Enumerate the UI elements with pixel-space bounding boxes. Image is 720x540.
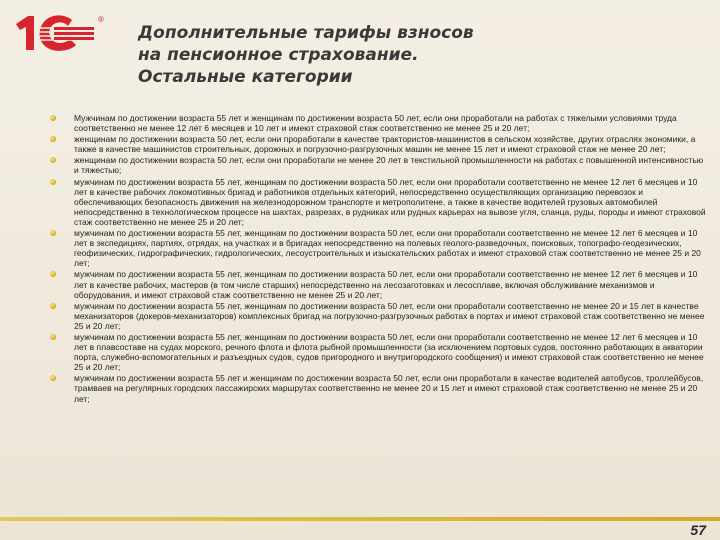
list-item (50, 373, 710, 403)
list-item-text: мужчинам по достижении возраста 55 лет и женщинам по достижении возраста 50 лет, если они проработали в качестве водителей автобусов, троллейбусов, трамваев на регулярных городских пассажирских маршрутах соответственно не менее 20 и 15 лет и имеют страховой стаж соответственно не менее 25 и 20 лет; (74, 373, 704, 404)
bullet-dot-icon (50, 136, 56, 142)
page-number: 57 (690, 522, 706, 538)
list-item (50, 228, 710, 268)
bullet-dot-icon (50, 334, 56, 340)
list-item-text: мужчинам по достижении возраста 55 лет, женщинам по достижении возраста 50 лет, если они проработали соответственно не менее 12 лет 6 месяцев и 10 лет в плавсоставе на судах морского, речного флота и флота рыбной промышленности (за исключением портовых судов, постоянно работающих в акватории порта, служебно-вспомогательных и разъездных судов, судов пригородного и внутригородского сообщения) и имеют страховой стаж соответственно не менее 25 и 20 лет; (74, 331, 704, 373)
list-item-text: женщинам по достижении возраста 50 лет, если они проработали в качестве трактористов-машинистов в сельском хозяйстве, других отраслях экономики, а также в качестве машинистов строительных, дорожных и погрузочно-разгрузочных машин не менее 15 лет и имеют страховой стаж не менее 20 лет; (74, 134, 696, 155)
slide-title (138, 22, 558, 88)
list-item-text: мужчинам по достижении возраста 55 лет, женщинам по достижении возраста 50 лет, если они проработали соответственно не менее 12 лет 6 месяцев и 10 лет в качестве рабочих, мастеров (в том числе старших) непосредственно на лесозаготовках и лесосплаве, включая обслуживание механизмов и оборудования, и имеют страховой стаж соответственно не менее 25 и 20 лет; (74, 269, 698, 300)
bullet-dot-icon (50, 157, 56, 163)
list-item (50, 155, 710, 175)
list-item (50, 301, 710, 331)
bullet-dot-icon (50, 179, 56, 185)
bullet-dot-icon (50, 303, 56, 309)
footer-bar (0, 517, 720, 521)
list-item-text: Мужчинам по достижении возраста 55 лет и женщинам по достижении возраста 50 лет, если они проработали на работах с тяжелыми условиями труда соответственно не менее 12 лет 6 месяцев и 10 лет и имеют страховой стаж соответственно не менее 25 и 20 лет; (74, 113, 677, 134)
logo-registered-mark: ® (98, 15, 104, 24)
category-list (50, 113, 710, 405)
list-item (50, 177, 710, 227)
list-item (50, 113, 710, 133)
title-line-3: Остальные категории (138, 67, 353, 87)
list-item-text: мужчинам по достижении возраста 55 лет, женщинам по достижении возраста 50 лет, если они проработали соответственно не менее 20 и 15 лет в качестве механизаторов (докеров-механизаторов) комплексных бригад на погрузочно-разгрузочных работах в портах и имеют страховой стаж соответственно не менее 25 и 20 лет; (74, 300, 705, 331)
bullet-dot-icon (50, 115, 56, 121)
list-item-text: мужчинам по достижении возраста 55 лет, женщинам по достижении возраста 50 лет, если они проработали соответственно не менее 12 лет 6 месяцев и 10 лет в качестве рабочих локомотивных бригад и работников отдельных категорий, непосредственно осуществляющих организацию перевозок и обеспечивающих безопасность движения на железнодорожном транспорте и метрополитене, а также в качестве водителей грузовых автомобилей непосредственно в технологическом процессе на шахтах, разрезах, в рудниках или рудных карьерах на вывозе угля, сланца, руды, породы и имеют страховой стаж соответственно не менее 25 и 20 лет; (74, 176, 706, 227)
list-item-text: мужчинам по достижении возраста 55 лет, женщинам по достижении возраста 50 лет, если они проработали соответственно не менее 12 лет 6 месяцев и 10 лет в экспедициях, партиях, отрядах, на участках и в бригадах непосредственно на полевых геолого-разведочных, поисковых, топографо-геодезических, геофизических, гидрографических, гидрологических, лесоустроительных и изыскательских работах и имеют страховой стаж соответственно не менее 25 и 20 лет; (74, 228, 701, 269)
bullet-dot-icon (50, 230, 56, 236)
bullet-dot-icon (50, 271, 56, 277)
list-item (50, 269, 710, 299)
1c-logo-icon (12, 10, 108, 54)
bullet-dot-icon (50, 375, 56, 381)
title-line-1: Дополнительные тарифы взносов (138, 23, 474, 43)
title-line-2: на пенсионное страхование. (138, 45, 419, 65)
list-item-text: женщинам по достижении возраста 50 лет, если они проработали не менее 20 лет в текстильной промышленности на работах с повышенной интенсивностью и тяжестью; (74, 155, 704, 176)
list-item (50, 332, 710, 372)
list-item (50, 134, 710, 154)
